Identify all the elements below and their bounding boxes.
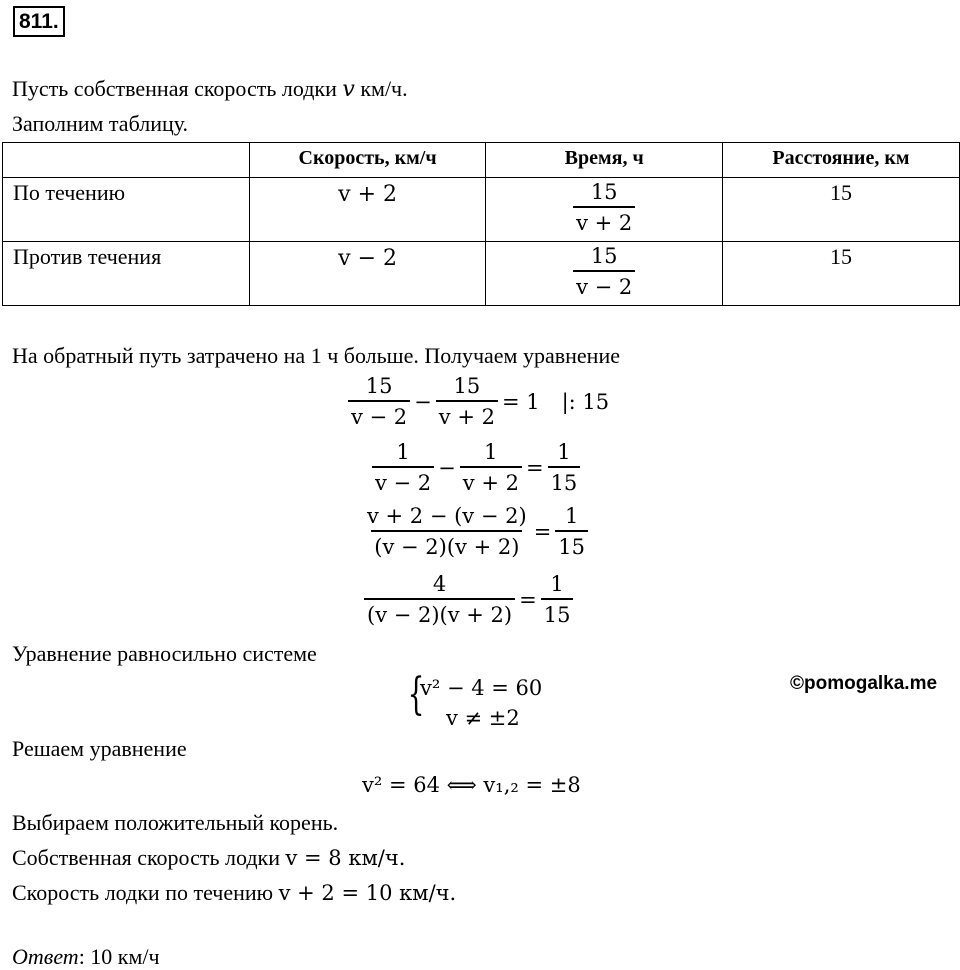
system-line-1: v² − 4 = 60: [420, 676, 543, 700]
table-header-row: [3, 143, 960, 178]
right-hand-side: = 1: [501, 390, 540, 414]
watermark: ©pomogalka.me: [790, 673, 938, 694]
row-distance: 15: [722, 242, 959, 306]
table-header-cell: Расстояние, км: [722, 143, 959, 178]
fraction-denominator: 15: [548, 466, 581, 498]
fraction-denominator: 15: [555, 530, 588, 562]
intro-text: Пусть собственная скорость лодки: [12, 76, 343, 101]
time-fraction: [573, 178, 635, 238]
system-intro: Уравнение равносильно системе: [12, 641, 317, 666]
fraction-denominator: v + 2: [460, 466, 522, 498]
table-row: [3, 178, 960, 242]
table-header-cell: Скорость, км/ч: [249, 143, 486, 178]
fraction-denominator: v + 2: [573, 206, 635, 238]
task-number: 811.: [13, 6, 65, 37]
answer-label: Ответ: [12, 944, 79, 969]
row-label: По течению: [3, 178, 250, 242]
fraction-denominator: v + 2: [436, 400, 498, 432]
intro-variable: v: [342, 77, 355, 102]
downstream-speed-text: Скорость лодки по течению: [12, 880, 279, 905]
fraction: [460, 438, 522, 498]
operator: =: [525, 456, 544, 480]
own-speed-math: v = 8 км/ч.: [285, 846, 406, 870]
fraction: [436, 372, 498, 432]
equation-1: [348, 372, 609, 432]
fraction-numerator: 15: [365, 374, 393, 398]
answer-value: : 10 км/ч: [78, 944, 160, 969]
fraction-numerator: v + 2 − (v − 2): [367, 504, 527, 528]
fraction: [372, 438, 434, 498]
row-speed: v − 2: [249, 242, 486, 306]
row-time: [486, 178, 722, 242]
own-speed-text: Собственная скорость лодки: [12, 845, 286, 870]
row-distance: 15: [722, 178, 959, 242]
table-header-cell: Время, ч: [486, 143, 722, 178]
operator: −: [414, 390, 432, 414]
fraction-denominator: v − 2: [573, 270, 635, 302]
fraction-numerator: 4: [432, 572, 447, 596]
intro-unit: км/ч.: [354, 76, 408, 101]
fraction-numerator: 1: [396, 440, 410, 464]
time-fraction: [573, 242, 635, 302]
fraction: [348, 372, 410, 432]
fraction-numerator: 15: [590, 180, 618, 204]
fraction: [555, 502, 588, 562]
fraction-numerator: 1: [557, 440, 571, 464]
system-line-2: v ≠ ±2: [446, 706, 520, 730]
operator: =: [533, 520, 552, 544]
fraction-denominator: (v − 2)(v + 2): [371, 530, 522, 562]
fraction-numerator: 1: [550, 572, 564, 596]
answer-line: [12, 944, 160, 970]
fraction: [364, 570, 515, 630]
downstream-speed-math: v + 2 = 10 км/ч.: [278, 881, 457, 905]
fraction: [548, 438, 581, 498]
row-label: Против течения: [3, 242, 250, 306]
table-row: [3, 242, 960, 306]
data-table: [2, 142, 960, 306]
fraction-denominator: v − 2: [348, 400, 410, 432]
fraction-numerator: 15: [590, 244, 618, 268]
fraction: [541, 570, 574, 630]
system-brace: {: [407, 669, 425, 720]
operator: =: [519, 588, 537, 612]
fraction-denominator: v − 2: [372, 466, 434, 498]
fraction-denominator: 15: [541, 598, 574, 630]
equation-2: [372, 438, 580, 498]
equation-4: [364, 570, 573, 630]
solve-equation: v² = 64 ⟺ v₁,₂ = ±8: [362, 773, 581, 797]
table-header-cell: [3, 143, 250, 178]
equation-intro: На обратный путь затрачено на 1 ч больше. Получаем уравнение: [12, 343, 620, 368]
intro-line-2: Заполним таблицу.: [12, 111, 189, 136]
downstream-speed-line: [12, 880, 456, 906]
choose-root: Выбираем положительный корень.: [12, 810, 339, 835]
row-time: [486, 242, 722, 306]
own-speed-line: [12, 845, 405, 871]
fraction-numerator: 15: [453, 374, 481, 398]
row-speed: v + 2: [249, 178, 486, 242]
fraction: [364, 502, 530, 562]
intro-line-1: [12, 76, 408, 103]
division-note: |: 15: [561, 390, 610, 414]
equation-3: [364, 502, 588, 562]
solve-intro: Решаем уравнение: [12, 736, 187, 761]
fraction-denominator: (v − 2)(v + 2): [364, 598, 515, 630]
operator: −: [438, 456, 456, 480]
fraction-numerator: 1: [484, 440, 498, 464]
fraction-numerator: 1: [564, 504, 579, 528]
